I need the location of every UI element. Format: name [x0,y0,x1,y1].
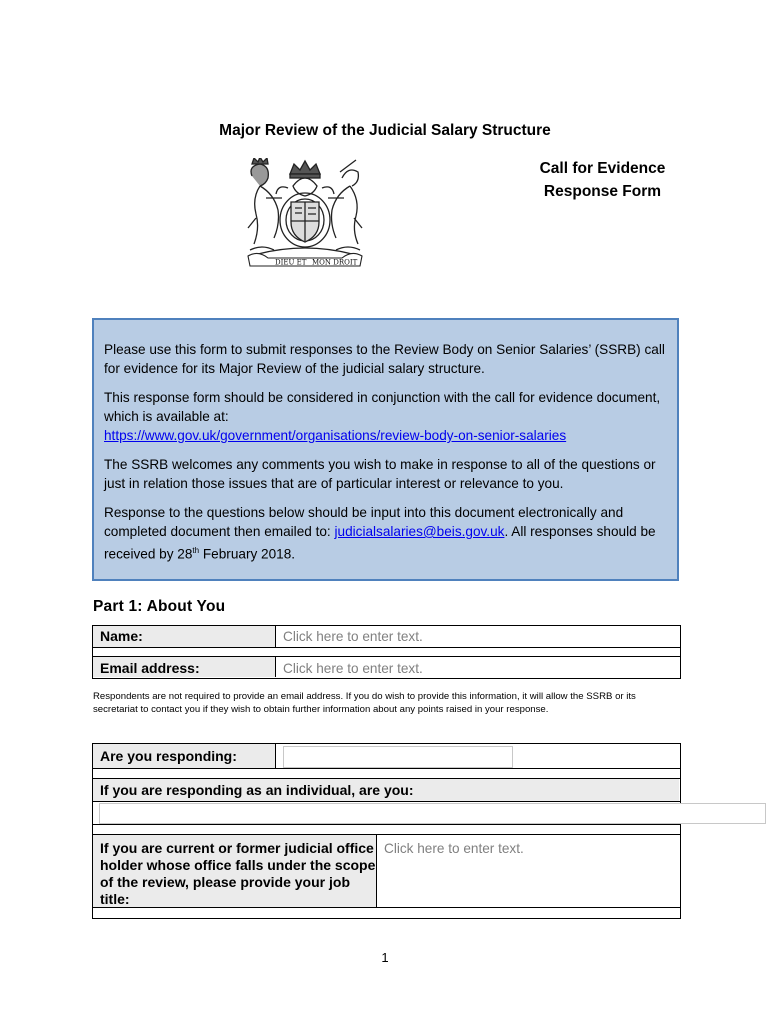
page-number: 1 [381,950,389,965]
subtitle-line-2: Response Form [543,183,662,200]
name-field[interactable]: Click here to enter text. [283,629,423,644]
email-field[interactable]: Click here to enter text. [283,661,423,676]
intro-paragraph-1: Please use this form to submit responses to the Review Body on Senior Salaries’ (SSRB) call for evidence for its Major Review of the judicial salary structure. [104,342,665,376]
intro-paragraph-4-start: Response to the questions below should be input into this document electronically and completed document then emailed to: [104,505,624,539]
individual-label: If you are responding as an individual, are you: [93,779,679,801]
individual-dropdown[interactable] [99,803,766,824]
responding-label: Are you responding: [93,744,275,768]
part1-heading: Part 1: About You [93,598,226,615]
email-label: Email address: [93,657,275,677]
intro-paragraph-2-text: This response form should be considered in conjunction with the call for evidence document, which is available at: [104,390,661,424]
email-link[interactable]: judicialsalaries@beis.gov.uk [334,524,505,539]
motto-left: DIEU ET [275,258,307,267]
gov-uk-link[interactable]: https://www.gov.uk/government/organisations/review-body-on-senior-salaries [104,428,567,443]
intro-paragraph-4-mid: . All responses should be received by 28 [104,524,656,562]
responding-dropdown[interactable] [283,746,513,768]
document-title: Major Review of the Judicial Salary Structure [219,122,551,139]
intro-paragraph-4-end: February 2018. [199,546,296,562]
intro-info-box [92,318,679,581]
royal-coat-of-arms-icon [238,158,372,270]
intro-date-suffix: th [192,546,200,555]
subtitle-line-1: Call for Evidence [539,160,666,177]
job-title-label: If you are current or former judicial office holder whose office falls under the scope of the review, please provide your job title: [93,835,376,907]
motto-right: MON DROIT [312,258,358,267]
email-note: Respondents are not required to provide an email address. If you do wish to provide this information, it will allow the SSRB or its secretariat to contact you if they wish to obtain further information about any points raised in your response. [93,691,636,715]
intro-paragraph-2 [104,388,667,445]
job-title-field[interactable]: Click here to enter text. [384,841,524,856]
intro-paragraph-3: The SSRB welcomes any comments you wish to make in response to all of the questions or just in relation those issues that are of particular interest or relevance to you. [104,457,656,491]
document-subtitle [520,157,685,203]
intro-paragraph-4 [104,503,667,564]
name-label: Name: [93,626,275,647]
